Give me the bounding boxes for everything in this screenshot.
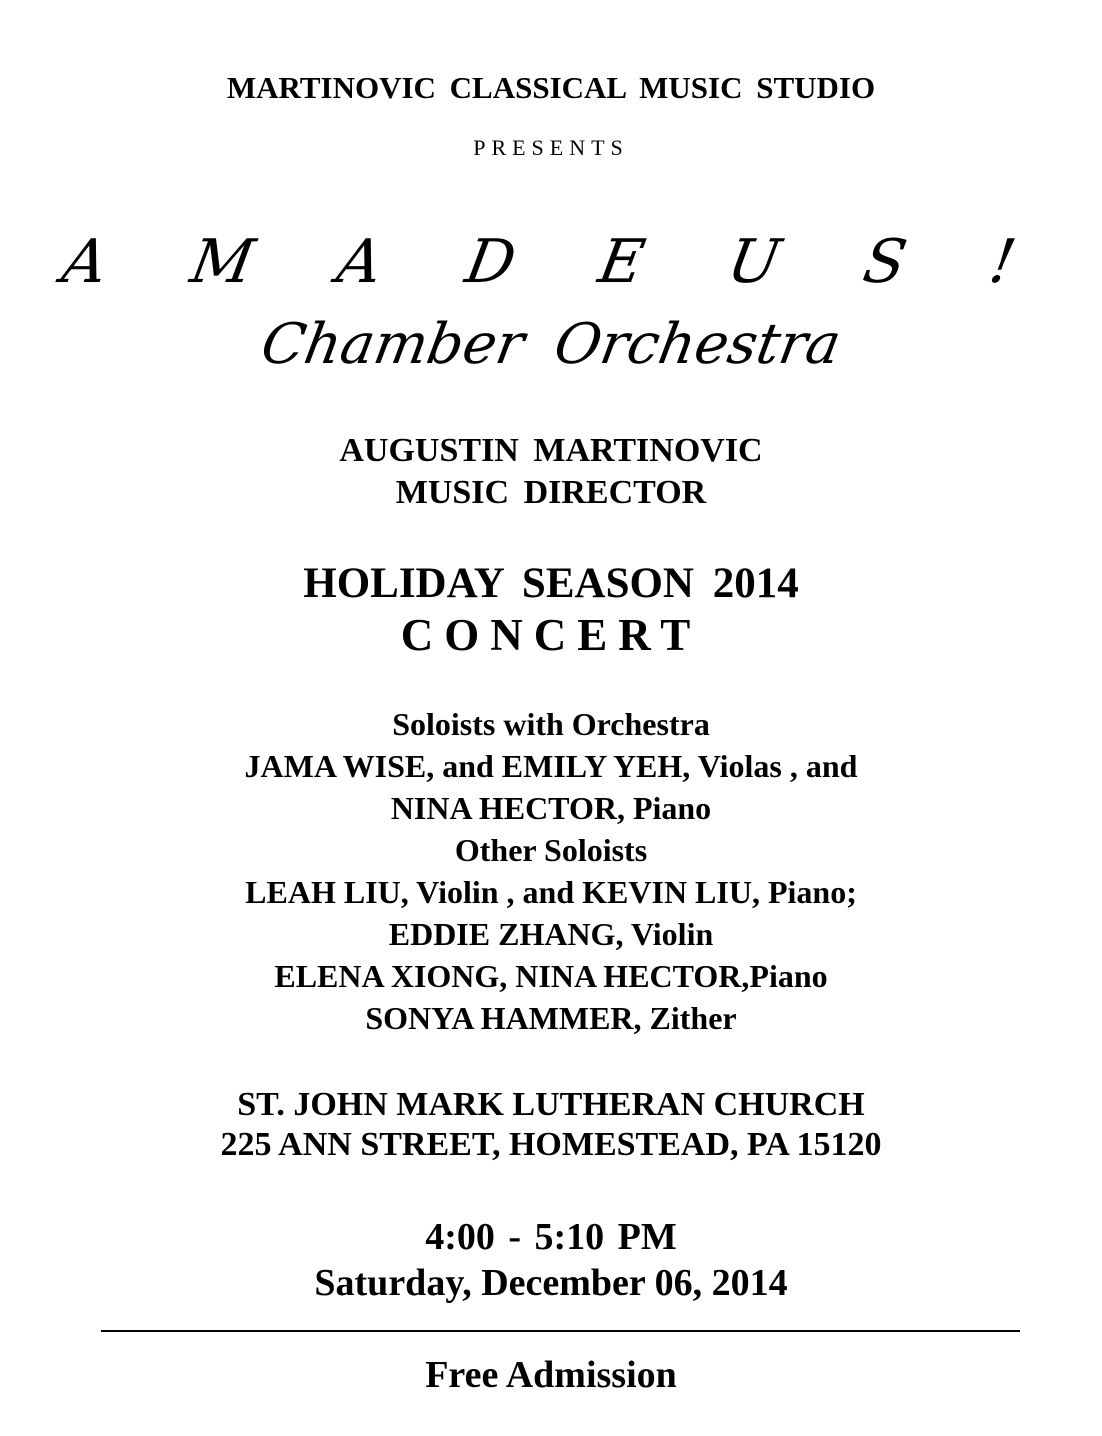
soloists-line: ELENA XIONG, NINA HECTOR,Piano [274, 958, 828, 994]
soloists-line: NINA HECTOR, Piano [390, 790, 712, 826]
ensemble-subtitle: Chamber Orchestra [256, 312, 846, 377]
venue-address: 225 ANN STREET, HOMESTEAD, PA 15120 [220, 1126, 882, 1163]
presents-label: PRESENTS [473, 135, 629, 160]
event-time: 4:00 - 5:10 PM [425, 1216, 677, 1258]
soloists-line: SONYA HAMMER, Zither [365, 1000, 737, 1036]
venue-name: ST. JOHN MARK LUTHERAN CHURCH [237, 1086, 865, 1123]
studio-name: MARTINOVIC CLASSICAL MUSIC STUDIO [226, 70, 876, 105]
director-role: MUSIC DIRECTOR [395, 474, 707, 511]
admission-note: Free Admission [425, 1354, 677, 1396]
concert-heading: CONCERT [400, 610, 702, 660]
soloists-line: LEAH LIU, Violin , and KEVIN LIU, Piano; [245, 874, 857, 910]
director-name: AUGUSTIN MARTINOVIC [339, 432, 763, 469]
divider-line [101, 1330, 1020, 1332]
season-heading: HOLIDAY SEASON 2014 [303, 560, 799, 607]
event-date: Saturday, December 06, 2014 [314, 1262, 788, 1304]
soloists-line: Soloists with Orchestra [392, 706, 710, 742]
soloists-line: EDDIE ZHANG, Violin [388, 916, 714, 952]
soloists-line: Other Soloists [454, 832, 648, 868]
ensemble-title: A M A D E U S ! [57, 227, 1045, 297]
soloists-line: JAMA WISE, and EMILY YEH, Violas , and [244, 748, 858, 784]
